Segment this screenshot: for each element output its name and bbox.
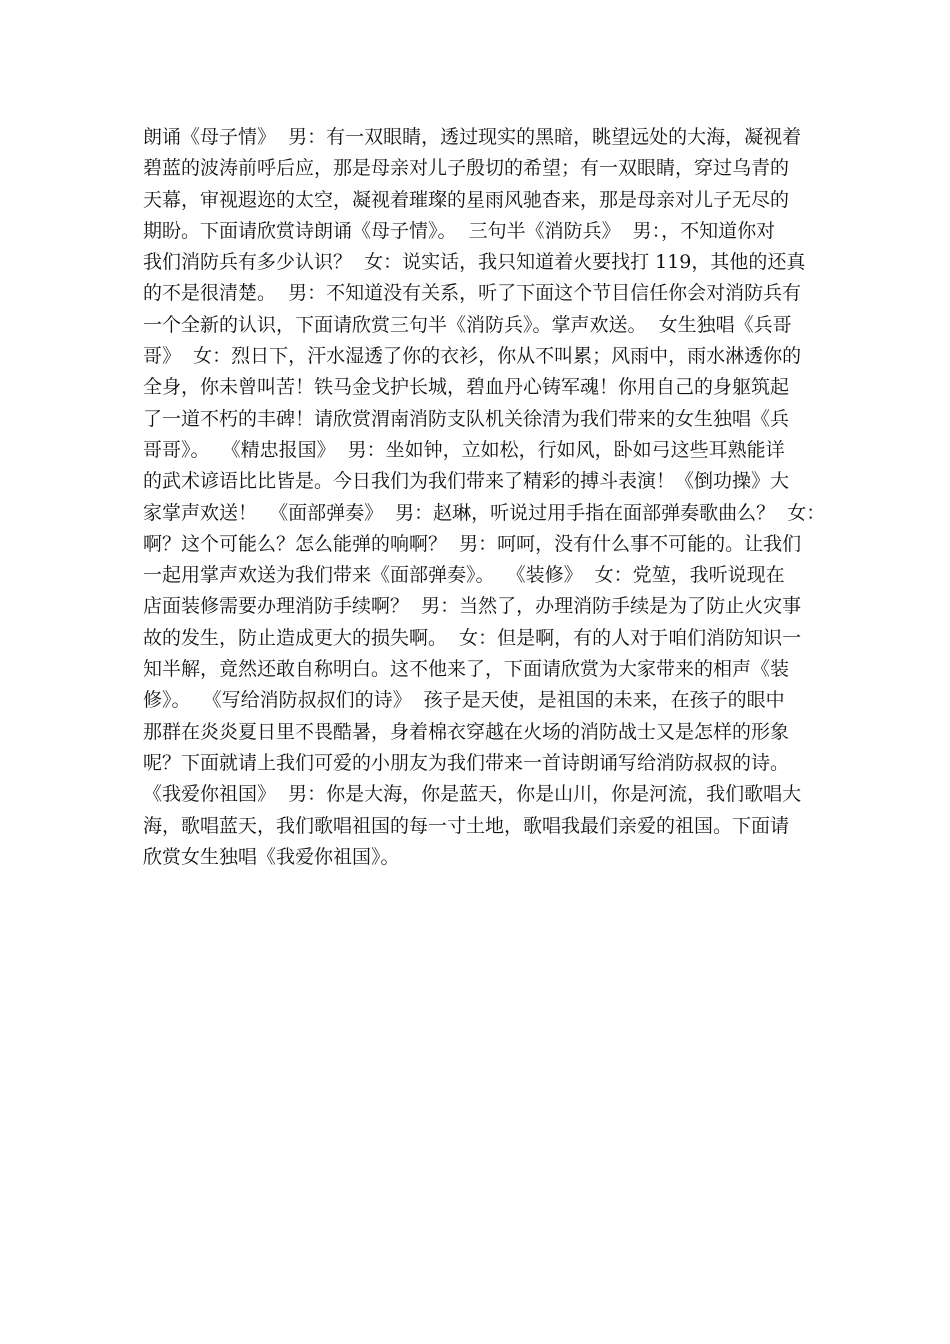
text-line: 哥哥》。 《精忠报国》 男：坐如钟，立如松，行如风，卧如弓这些耳熟能详 [143, 438, 785, 461]
text-line: 朗诵《母子情》 男：有一双眼睛，透过现实的黑暗，眺望远处的大海，凝视着 [143, 126, 802, 148]
text-line: 家掌声欢送！ 《面部弹奏》 男：赵琳，听说过用手指在面部弹奏歌曲么？ 女： [143, 501, 826, 524]
text-line: 哥》 女：烈日下，汗水湿透了你的衣衫，你从不叫累；风雨中，雨水淋透你的 [143, 345, 802, 368]
text-line: 店面装修需要办理消防手续啊？ 男：当然了，办理消防手续是为了防止火灾事 [143, 595, 802, 618]
text-line: 一起用掌声欢送为我们带来《面部弹奏》。 《装修》 女：党堃，我听说现在 [143, 564, 785, 587]
text-line: 呢？下面就请上我们可爱的小朋友为我们带来一首诗朗诵写给消防叔叔的诗。 [143, 751, 790, 774]
text-line: 的不是很清楚。 男：不知道没有关系，听了下面这个节目信任你会对消防兵有 [143, 282, 802, 305]
text-line: 全身，你未曾叫苦！铁马金戈护长城，碧血丹心铸军魂！你用自己的身躯筑起 [143, 376, 790, 399]
text-line: 天幕，审视遐迩的太空，凝视着璀璨的星雨风驰杳来，那是母亲对儿子无尽的 [143, 188, 790, 211]
text-line: 海，歌唱蓝天，我们歌唱祖国的每一寸土地，歌唱我最们亲爱的祖国。下面请 [143, 814, 790, 837]
text-line: 欣赏女生独唱《我爱你祖国》。 [143, 845, 400, 868]
text-line: 修》。 《写给消防叔叔们的诗》 孩子是天使，是祖国的未来，在孩子的眼中 [143, 689, 785, 712]
text-line: 故的发生，防止造成更大的损失啊。 女：但是啊，有的人对于咱们消防知识一 [143, 626, 802, 649]
text-line: 《我爱你祖国》 男：你是大海，你是蓝天，你是山川，你是河流，我们歌唱大 [143, 783, 802, 806]
text-line: 了一道不朽的丰碑！请欣赏渭南消防支队机关徐清为我们带来的女生独唱《兵 [143, 407, 790, 430]
text-line: 期盼。下面请欣赏诗朗诵《母子情》。 三句半《消防兵》 男：，不知道你对 [143, 219, 776, 242]
text-line: 我们消防兵有多少认识？ 女：说实话，我只知道着火要找打 119，其他的还真 [143, 251, 806, 274]
text-line: 啊？这个可能么？怎么能弹的响啊？ 男：呵呵，没有什么事不可能的。让我们 [143, 532, 802, 555]
text-line: 一个全新的认识，下面请欣赏三句半《消防兵》。掌声欢送。 女生独唱《兵哥 [143, 313, 792, 336]
text-line: 那群在炎炎夏日里不畏酷暑，身着棉衣穿越在火场的消防战士又是怎样的形象 [143, 720, 790, 743]
text-line: 知半解，竟然还敢自称明白。这不他来了，下面请欣赏为大家带来的相声《装 [143, 658, 790, 681]
text-line: 碧蓝的波涛前呼后应，那是母亲对儿子殷切的希望；有一双眼睛，穿过乌青的 [143, 157, 790, 180]
text-line: 的武术谚语比比皆是。今日我们为我们带来了精彩的搏斗表演！《倒功操》大 [143, 470, 790, 493]
body-text [143, 122, 826, 873]
